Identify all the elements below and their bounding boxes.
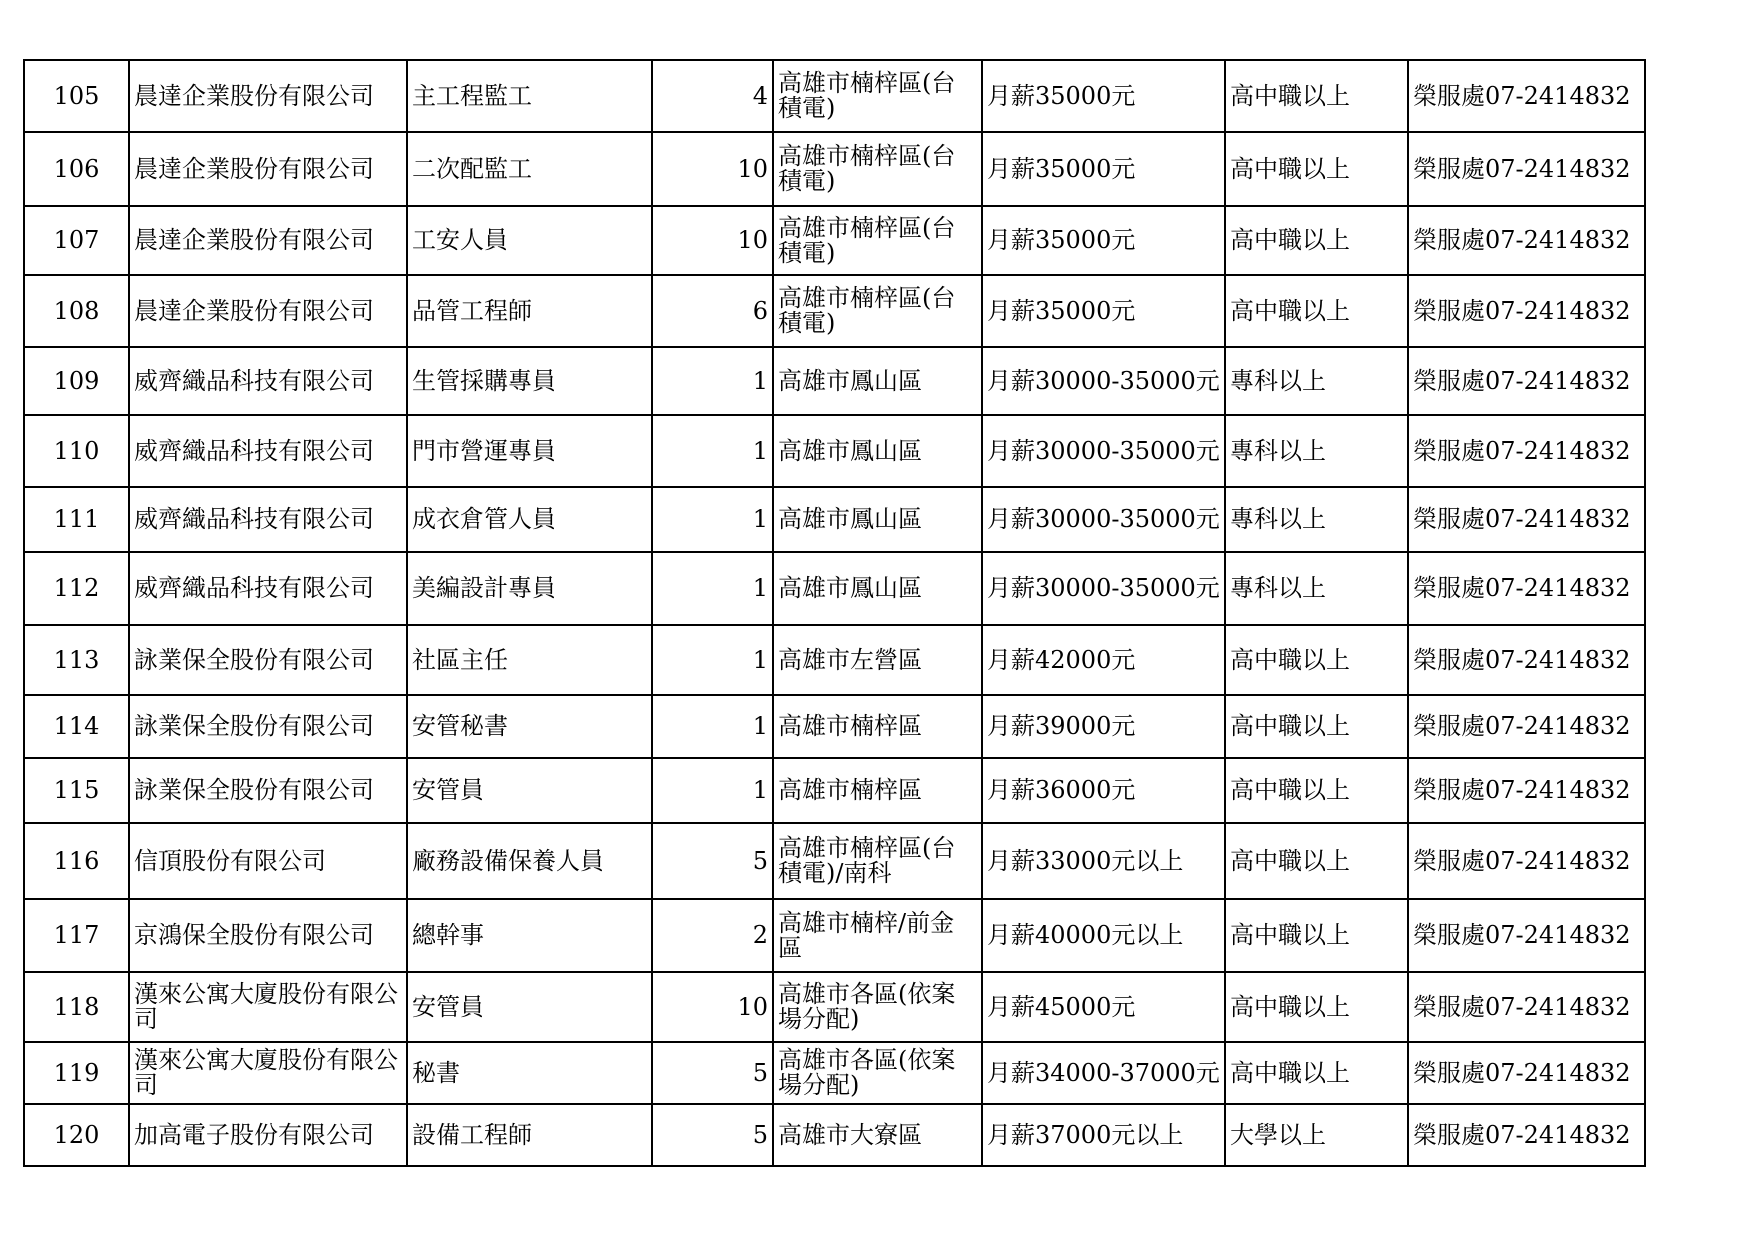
table-row: [24, 132, 1645, 206]
openings-count: 5: [652, 1104, 773, 1166]
job-rows: [24, 60, 1645, 1166]
table-row: [24, 625, 1645, 695]
company-name: 晨達企業股份有限公司: [129, 132, 407, 206]
row-number: 109: [24, 347, 129, 415]
education-requirement: 高中職以上: [1225, 132, 1408, 206]
contact-info: 榮服處07-2414832: [1408, 487, 1645, 552]
work-location: 高雄市鳳山區: [773, 552, 982, 625]
education-requirement: 高中職以上: [1225, 275, 1408, 347]
company-name: 威齊織品科技有限公司: [129, 347, 407, 415]
job-title: 總幹事: [407, 899, 652, 972]
openings-count: 1: [652, 347, 773, 415]
table-row: [24, 415, 1645, 487]
contact-info: 榮服處07-2414832: [1408, 552, 1645, 625]
row-number: 107: [24, 206, 129, 275]
salary: 月薪35000元: [982, 275, 1225, 347]
job-title: 成衣倉管人員: [407, 487, 652, 552]
education-requirement: 高中職以上: [1225, 899, 1408, 972]
education-requirement: 高中職以上: [1225, 1042, 1408, 1104]
row-number: 120: [24, 1104, 129, 1166]
contact-info: 榮服處07-2414832: [1408, 972, 1645, 1042]
contact-info: 榮服處07-2414832: [1408, 60, 1645, 132]
job-title: 安管員: [407, 972, 652, 1042]
row-number: 115: [24, 758, 129, 823]
contact-info: 榮服處07-2414832: [1408, 1042, 1645, 1104]
openings-count: 6: [652, 275, 773, 347]
company-name: 晨達企業股份有限公司: [129, 275, 407, 347]
work-location: 高雄市楠梓區(台積電): [773, 206, 982, 275]
contact-info: 榮服處07-2414832: [1408, 823, 1645, 899]
openings-count: 1: [652, 758, 773, 823]
table-row: [24, 275, 1645, 347]
salary: 月薪30000-35000元: [982, 347, 1225, 415]
openings-count: 5: [652, 1042, 773, 1104]
job-title: 秘書: [407, 1042, 652, 1104]
row-number: 118: [24, 972, 129, 1042]
openings-count: 10: [652, 972, 773, 1042]
work-location: 高雄市楠梓區: [773, 758, 982, 823]
contact-info: 榮服處07-2414832: [1408, 625, 1645, 695]
salary: 月薪45000元: [982, 972, 1225, 1042]
education-requirement: 專科以上: [1225, 487, 1408, 552]
contact-info: 榮服處07-2414832: [1408, 347, 1645, 415]
row-number: 108: [24, 275, 129, 347]
openings-count: 1: [652, 415, 773, 487]
job-listing-table: [23, 59, 1646, 1167]
company-name: 詠業保全股份有限公司: [129, 758, 407, 823]
row-number: 106: [24, 132, 129, 206]
openings-count: 1: [652, 552, 773, 625]
table-row: [24, 758, 1645, 823]
work-location: 高雄市各區(依案場分配): [773, 972, 982, 1042]
company-name: 漢來公寓大廈股份有限公司: [129, 972, 407, 1042]
salary: 月薪35000元: [982, 60, 1225, 132]
table-row: [24, 1042, 1645, 1104]
education-requirement: 大學以上: [1225, 1104, 1408, 1166]
education-requirement: 專科以上: [1225, 415, 1408, 487]
education-requirement: 高中職以上: [1225, 758, 1408, 823]
work-location: 高雄市鳳山區: [773, 347, 982, 415]
contact-info: 榮服處07-2414832: [1408, 275, 1645, 347]
job-title: 門市營運專員: [407, 415, 652, 487]
education-requirement: 高中職以上: [1225, 823, 1408, 899]
row-number: 119: [24, 1042, 129, 1104]
salary: 月薪30000-35000元: [982, 552, 1225, 625]
company-name: 信頂股份有限公司: [129, 823, 407, 899]
job-title: 設備工程師: [407, 1104, 652, 1166]
salary: 月薪36000元: [982, 758, 1225, 823]
job-title: 生管採購專員: [407, 347, 652, 415]
education-requirement: 高中職以上: [1225, 695, 1408, 758]
company-name: 京鴻保全股份有限公司: [129, 899, 407, 972]
work-location: 高雄市楠梓區(台積電): [773, 132, 982, 206]
salary: 月薪42000元: [982, 625, 1225, 695]
openings-count: 10: [652, 206, 773, 275]
salary: 月薪33000元以上: [982, 823, 1225, 899]
openings-count: 5: [652, 823, 773, 899]
salary: 月薪35000元: [982, 132, 1225, 206]
company-name: 詠業保全股份有限公司: [129, 625, 407, 695]
table-row: [24, 487, 1645, 552]
contact-info: 榮服處07-2414832: [1408, 1104, 1645, 1166]
row-number: 111: [24, 487, 129, 552]
work-location: 高雄市楠梓區(台積電)/南科: [773, 823, 982, 899]
work-location: 高雄市楠梓/前金區: [773, 899, 982, 972]
row-number: 112: [24, 552, 129, 625]
contact-info: 榮服處07-2414832: [1408, 415, 1645, 487]
education-requirement: 專科以上: [1225, 347, 1408, 415]
table-row: [24, 1104, 1645, 1166]
table-row: [24, 552, 1645, 625]
row-number: 117: [24, 899, 129, 972]
job-title: 品管工程師: [407, 275, 652, 347]
table-row: [24, 60, 1645, 132]
openings-count: 1: [652, 625, 773, 695]
openings-count: 2: [652, 899, 773, 972]
openings-count: 4: [652, 60, 773, 132]
table-row: [24, 347, 1645, 415]
work-location: 高雄市左營區: [773, 625, 982, 695]
row-number: 113: [24, 625, 129, 695]
row-number: 114: [24, 695, 129, 758]
job-title: 安管秘書: [407, 695, 652, 758]
openings-count: 1: [652, 487, 773, 552]
work-location: 高雄市楠梓區(台積電): [773, 60, 982, 132]
openings-count: 1: [652, 695, 773, 758]
table-row: [24, 972, 1645, 1042]
job-title: 美編設計專員: [407, 552, 652, 625]
contact-info: 榮服處07-2414832: [1408, 695, 1645, 758]
table-row: [24, 695, 1645, 758]
job-title: 安管員: [407, 758, 652, 823]
job-title: 二次配監工: [407, 132, 652, 206]
education-requirement: 高中職以上: [1225, 972, 1408, 1042]
openings-count: 10: [652, 132, 773, 206]
education-requirement: 專科以上: [1225, 552, 1408, 625]
education-requirement: 高中職以上: [1225, 625, 1408, 695]
job-title: 工安人員: [407, 206, 652, 275]
salary: 月薪30000-35000元: [982, 415, 1225, 487]
company-name: 晨達企業股份有限公司: [129, 206, 407, 275]
salary: 月薪34000-37000元: [982, 1042, 1225, 1104]
company-name: 加高電子股份有限公司: [129, 1104, 407, 1166]
company-name: 威齊織品科技有限公司: [129, 487, 407, 552]
company-name: 威齊織品科技有限公司: [129, 552, 407, 625]
company-name: 詠業保全股份有限公司: [129, 695, 407, 758]
row-number: 110: [24, 415, 129, 487]
work-location: 高雄市大寮區: [773, 1104, 982, 1166]
work-location: 高雄市各區(依案場分配): [773, 1042, 982, 1104]
table-row: [24, 823, 1645, 899]
table-row: [24, 206, 1645, 275]
contact-info: 榮服處07-2414832: [1408, 899, 1645, 972]
salary: 月薪30000-35000元: [982, 487, 1225, 552]
contact-info: 榮服處07-2414832: [1408, 206, 1645, 275]
salary: 月薪40000元以上: [982, 899, 1225, 972]
job-title: 廠務設備保養人員: [407, 823, 652, 899]
company-name: 漢來公寓大廈股份有限公司: [129, 1042, 407, 1104]
salary: 月薪37000元以上: [982, 1104, 1225, 1166]
job-title: 主工程監工: [407, 60, 652, 132]
table-row: [24, 899, 1645, 972]
job-title: 社區主任: [407, 625, 652, 695]
education-requirement: 高中職以上: [1225, 206, 1408, 275]
row-number: 116: [24, 823, 129, 899]
work-location: 高雄市鳳山區: [773, 415, 982, 487]
contact-info: 榮服處07-2414832: [1408, 758, 1645, 823]
work-location: 高雄市楠梓區(台積電): [773, 275, 982, 347]
row-number: 105: [24, 60, 129, 132]
company-name: 晨達企業股份有限公司: [129, 60, 407, 132]
salary: 月薪35000元: [982, 206, 1225, 275]
work-location: 高雄市楠梓區: [773, 695, 982, 758]
contact-info: 榮服處07-2414832: [1408, 132, 1645, 206]
education-requirement: 高中職以上: [1225, 60, 1408, 132]
company-name: 威齊織品科技有限公司: [129, 415, 407, 487]
salary: 月薪39000元: [982, 695, 1225, 758]
work-location: 高雄市鳳山區: [773, 487, 982, 552]
